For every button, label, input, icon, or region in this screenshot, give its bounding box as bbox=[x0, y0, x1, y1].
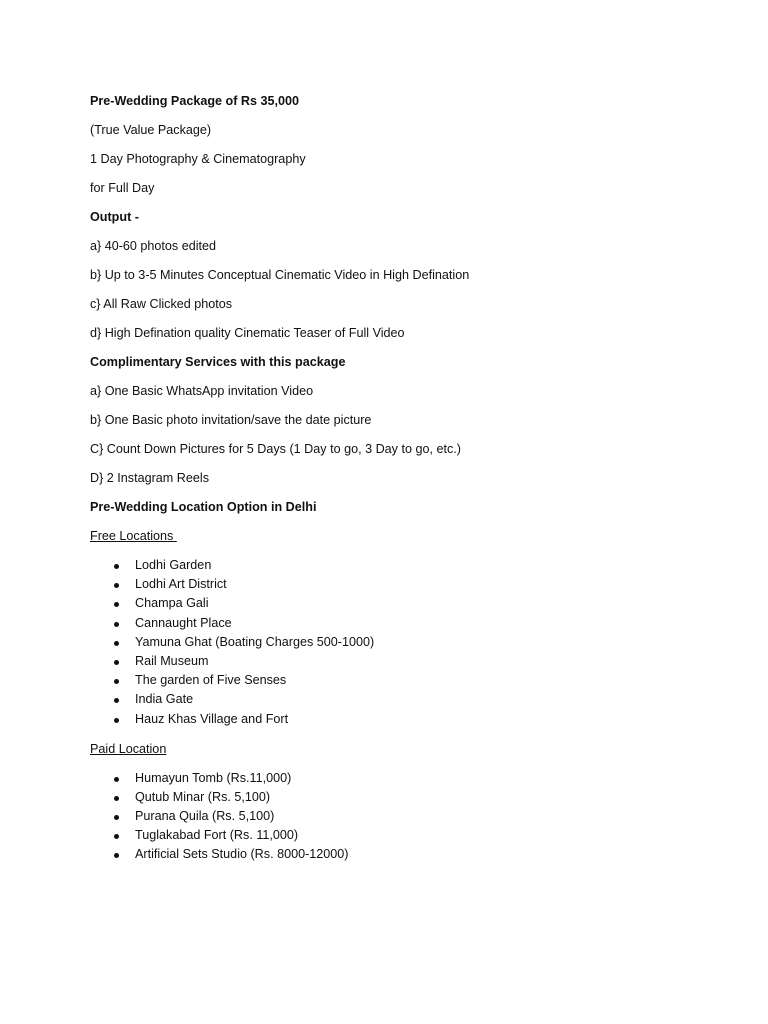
complimentary-item: b} One Basic photo invitation/save the date picture bbox=[90, 413, 372, 427]
list-item bbox=[90, 788, 690, 807]
paid-locations-list bbox=[90, 769, 690, 865]
bullet-icon bbox=[114, 622, 119, 627]
bullet-icon bbox=[114, 564, 119, 569]
list-item bbox=[90, 769, 690, 788]
bullet-icon bbox=[114, 583, 119, 588]
list-item bbox=[90, 671, 690, 690]
location-name: The garden of Five Senses bbox=[135, 673, 287, 688]
complimentary-item: C} Count Down Pictures for 5 Days (1 Day to go, 3 Day to go, etc.) bbox=[90, 442, 461, 456]
list-item bbox=[90, 652, 690, 671]
location-heading: Pre-Wedding Location Option in Delhi bbox=[90, 500, 317, 514]
complimentary-item: D} 2 Instagram Reels bbox=[90, 471, 209, 485]
package-title: Pre-Wedding Package of Rs 35,000 bbox=[90, 94, 300, 108]
bullet-icon bbox=[114, 660, 119, 665]
output-item: d} High Defination quality Cinematic Teaser of Full Video bbox=[90, 326, 405, 340]
output-item: b} Up to 3-5 Minutes Conceptual Cinematic Video in High Defination bbox=[90, 268, 470, 282]
location-name: Cannaught Place bbox=[135, 615, 232, 630]
location-name: Champa Gali bbox=[135, 596, 209, 611]
location-name: Purana Quila (Rs. 5,100) bbox=[135, 809, 275, 824]
location-name: Lodhi Art District bbox=[135, 577, 227, 592]
free-locations-list bbox=[90, 556, 690, 729]
bullet-icon bbox=[114, 698, 119, 703]
free-locations-heading: Free Locations bbox=[90, 529, 177, 543]
list-item bbox=[90, 710, 690, 729]
location-name: Yamuna Ghat (Boating Charges 500-1000) bbox=[135, 634, 375, 649]
document-body bbox=[90, 92, 690, 876]
bullet-icon bbox=[114, 718, 119, 723]
list-item bbox=[90, 575, 690, 594]
location-name: Hauz Khas Village and Fort bbox=[135, 711, 289, 726]
list-item bbox=[90, 633, 690, 652]
list-item bbox=[90, 845, 690, 864]
bullet-icon bbox=[114, 834, 119, 839]
output-item: c} All Raw Clicked photos bbox=[90, 297, 233, 311]
package-photography-line: 1 Day Photography & Cinematography bbox=[90, 152, 306, 166]
location-name: Humayun Tomb (Rs.11,000) bbox=[135, 770, 292, 785]
bullet-icon bbox=[114, 777, 119, 782]
bullet-icon bbox=[114, 796, 119, 801]
list-item bbox=[90, 556, 690, 575]
complimentary-item: a} One Basic WhatsApp invitation Video bbox=[90, 384, 314, 398]
package-subtitle: (True Value Package) bbox=[90, 123, 212, 137]
output-item: a} 40-60 photos edited bbox=[90, 239, 217, 253]
bullet-icon bbox=[114, 815, 119, 820]
location-name: Lodhi Garden bbox=[135, 558, 212, 572]
bullet-icon bbox=[114, 853, 119, 858]
location-name: Artificial Sets Studio (Rs. 8000-12000) bbox=[135, 847, 349, 862]
list-item bbox=[90, 614, 690, 633]
paid-locations-heading: Paid Location bbox=[90, 741, 167, 756]
bullet-icon bbox=[114, 602, 119, 607]
location-name: Tuglakabad Fort (Rs. 11,000) bbox=[135, 828, 299, 843]
location-name: Qutub Minar (Rs. 5,100) bbox=[135, 789, 271, 804]
bullet-icon bbox=[114, 641, 119, 646]
location-name: India Gate bbox=[135, 692, 194, 707]
list-item bbox=[90, 807, 690, 826]
output-heading: Output - bbox=[90, 210, 139, 224]
bullet-icon bbox=[114, 679, 119, 684]
list-item bbox=[90, 826, 690, 845]
list-item bbox=[90, 594, 690, 613]
package-duration-line: for Full Day bbox=[90, 181, 155, 195]
complimentary-heading: Complimentary Services with this package bbox=[90, 355, 346, 369]
list-item bbox=[90, 690, 690, 709]
location-name: Rail Museum bbox=[135, 653, 209, 668]
